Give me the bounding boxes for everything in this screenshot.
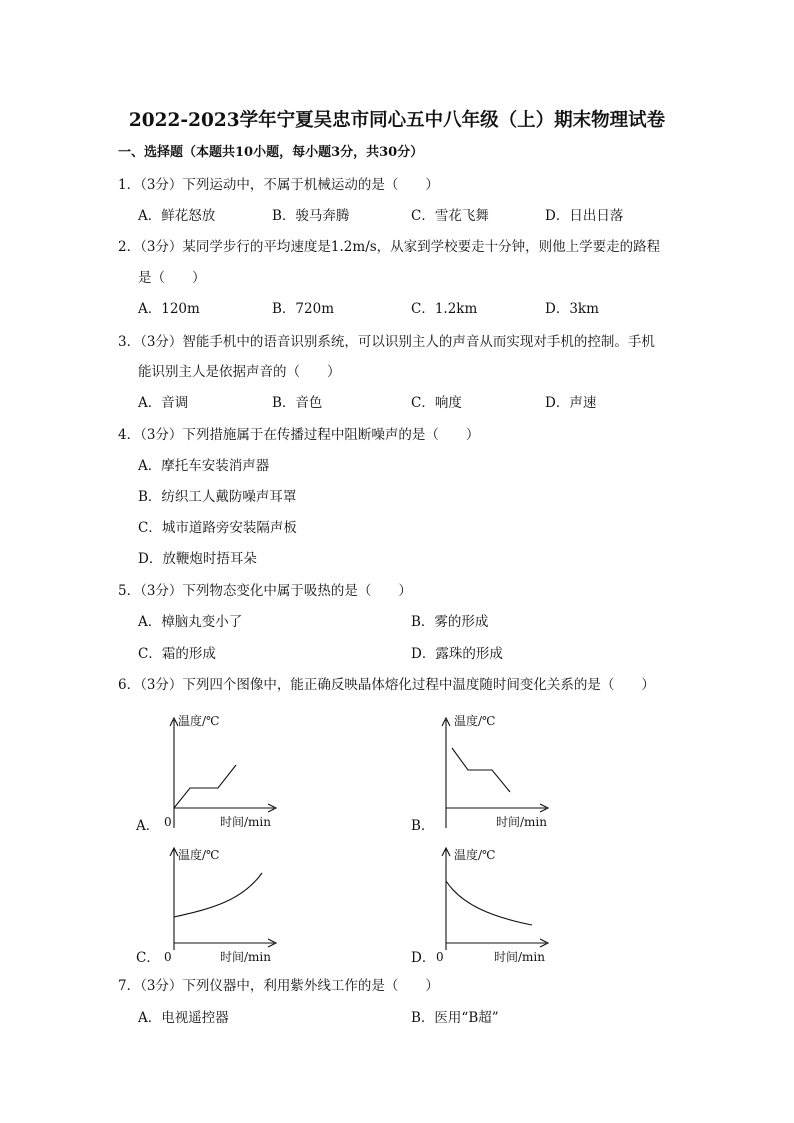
- q4-option-a: A．摩托车安装消声器: [138, 458, 270, 474]
- question-6-stem: 6．（3分）下列四个图像中，能正确反映晶体熔化过程中温度随时间变化关系的是（ ）: [118, 677, 655, 693]
- question-2-stem-line1: 2．（3分）某同学步行的平均速度是1.2m/s，从家到学校要走十分钟，则他上学要走的路程: [118, 239, 661, 255]
- temperature-curve: [174, 873, 262, 917]
- origin-label: 0: [436, 950, 444, 964]
- q2-option-d: D．3km: [545, 301, 599, 317]
- q3-option-b: B．音色: [272, 395, 323, 411]
- q3-option-d: D．声速: [545, 395, 597, 411]
- origin-label: 0: [164, 950, 172, 964]
- q6-graph-a: [150, 710, 290, 835]
- temperature-curve: [452, 748, 510, 792]
- q4-option-d: D．放鞭炮时捂耳朵: [138, 551, 257, 567]
- q3-option-a: A．音调: [138, 395, 189, 411]
- q6-graph-d: [422, 845, 562, 970]
- q7-option-a: A．电视遥控器: [138, 1010, 229, 1026]
- x-axis-label: 时间/min: [494, 950, 545, 964]
- q6-option-b: B．: [411, 818, 435, 834]
- q6-option-d: D．: [411, 950, 436, 966]
- q7-option-b: B．医用“B超”: [411, 1010, 499, 1026]
- q6-graph-b: [422, 710, 562, 835]
- question-2-stem-line2: 是（ ）: [138, 270, 206, 286]
- q6-option-c: C．: [136, 950, 160, 966]
- q5-option-b: B．雾的形成: [411, 614, 489, 630]
- q5-option-c: C．霜的形成: [138, 646, 216, 662]
- x-axis-label: 时间/min: [496, 815, 547, 829]
- q5-option-d: D．露珠的形成: [411, 646, 503, 662]
- question-5-stem: 5．（3分）下列物态变化中属于吸热的是（ ）: [118, 583, 412, 599]
- q5-option-a: A．樟脑丸变小了: [138, 614, 243, 630]
- x-axis-label: 时间/min: [220, 950, 271, 964]
- q2-option-a: A．120m: [138, 301, 200, 317]
- x-axis-label: 时间/min: [220, 815, 271, 829]
- y-axis-label: 温度/℃: [178, 848, 220, 862]
- origin-label: 0: [164, 815, 172, 829]
- question-1-stem: 1．（3分）下列运动中，不属于机械运动的是（ ）: [118, 177, 439, 193]
- q3-option-c: C．响度: [411, 395, 462, 411]
- y-axis-label: 温度/℃: [454, 714, 496, 728]
- section-heading: 一、选择题（本题共10小题，每小题3分，共30分）: [118, 145, 424, 160]
- q1-option-c: C．雪花飞舞: [411, 208, 489, 224]
- y-axis-label: 温度/℃: [178, 714, 220, 728]
- q6-option-a: A．: [136, 818, 160, 834]
- q2-option-b: B．720m: [272, 301, 334, 317]
- q4-option-b: B．纺织工人戴防噪声耳罩: [138, 489, 297, 505]
- q2-option-c: C．1.2km: [411, 301, 478, 317]
- q6-graph-c: [150, 845, 290, 970]
- y-axis-label: 温度/℃: [454, 848, 496, 862]
- page-title: 2022-2023学年宁夏吴忠市同心五中八年级（上）期末物理试卷: [128, 110, 666, 131]
- q4-option-c: C．城市道路旁安装隔声板: [138, 520, 297, 536]
- q1-option-b: B．骏马奔腾: [272, 208, 350, 224]
- question-7-stem: 7．（3分）下列仪器中，利用紫外线工作的是（ ）: [118, 978, 439, 994]
- question-3-stem-line2: 能识别主人是依据声音的（ ）: [138, 364, 341, 380]
- temperature-curve: [174, 765, 236, 808]
- q1-option-d: D．日出日落: [545, 208, 624, 224]
- question-4-stem: 4．（3分）下列措施属于在传播过程中阻断噪声的是（ ）: [118, 427, 480, 443]
- q1-option-a: A．鲜花怒放: [138, 208, 216, 224]
- question-3-stem-line1: 3．（3分）智能手机中的语音识别系统，可以识别主人的声音从而实现对手机的控制。手机: [118, 334, 655, 350]
- temperature-curve: [446, 881, 532, 925]
